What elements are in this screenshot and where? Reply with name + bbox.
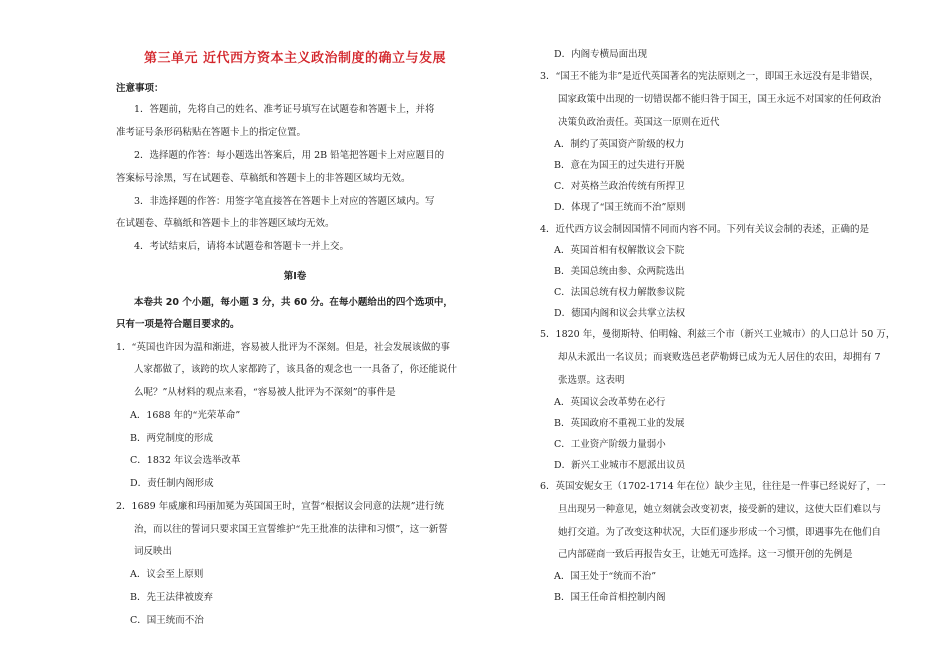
question-1-option-c: C．1832 年议会选举改革 — [130, 455, 241, 466]
question-3-option-d: D．体现了“国王统而不治”原则 — [554, 202, 686, 213]
question-5-line: 却从未派出一名议员；而衰败选邑老萨勒姆已成为无人居住的农田，却拥有 7 — [558, 352, 881, 363]
question-1-line: 么呢？”从材料的观点来看，“容易被人批评为不深刻”的事件是 — [134, 387, 396, 398]
question-3-option-a: A．制约了英国资产阶级的权力 — [554, 139, 685, 150]
question-5-option-a: A．英国议会改革势在必行 — [554, 397, 666, 408]
question-2-option-c: C．国王统而不治 — [130, 615, 204, 626]
question-6-option-b: B．国王任命首相控制内阁 — [554, 592, 666, 603]
question-6-line: 旦出现另一种意见，她立刻就会改变初衷，接受新的建议，这使大臣们难以与 — [558, 504, 882, 515]
note-line: 3．非选择题的作答：用签字笔直接答在答题卡上对应的答题区域内。写 — [134, 196, 435, 207]
question-2-line: 2．1689 年威廉和玛丽加冕为英国国王时，宣誓“根据议会同意的法规”进行统 — [116, 501, 444, 512]
question-6-option-a: A．国王处于“统而不治” — [554, 571, 657, 582]
question-2-line: 治，而以往的誓词只要求国王宣誓维护“先王批准的法律和习惯”，这一新誓 — [134, 524, 448, 535]
question-3-line: 3．“国王不能为非”是近代英国著名的宪法原则之一，即国王永远没有是非错误， — [540, 71, 879, 82]
question-1-option-d: D．责任制内阁形成 — [130, 478, 214, 489]
question-2-line: 词反映出 — [134, 546, 173, 557]
section-intro: 本卷共 20 个小题，每小题 3 分，共 60 分。在每小题给出的四个选项中， — [134, 297, 453, 308]
question-2-option-d: D．内阁专横局面出现 — [554, 49, 648, 60]
note-line: 答案标号涂黑，写在试题卷、草稿纸和答题卡上的非答题区域均无效。 — [116, 173, 411, 184]
question-1-line: 人家都做了，该跨的坎人家都跨了，该具备的观念也一一具备了，你还能说什 — [134, 364, 458, 375]
question-3-option-b: B．意在为国王的过失进行开脱 — [554, 160, 685, 171]
question-3-line: 决策负政治责任。英国这一原则在近代 — [558, 117, 720, 128]
question-5-option-b: B．英国政府不重视工业的发展 — [554, 418, 685, 429]
question-5-line: 5．1820 年，曼彻斯特、伯明翰、利兹三个市（新兴工业城市）的人口总计 50 万， — [540, 329, 896, 340]
question-2-option-b: B．先王法律被废弃 — [130, 592, 213, 603]
question-6-line: 她打交道。为了改变这种状况，大臣们逐步形成一个习惯，即遇事先在他们自 — [558, 527, 882, 538]
note-line: 1．答题前，先将自己的姓名、准考证号填写在试题卷和答题卡上，并将 — [134, 104, 435, 115]
question-4-option-b: B．美国总统由参、众两院选出 — [554, 266, 685, 277]
question-1-option-a: A．1688 年的“光荣革命” — [130, 410, 241, 421]
question-6-line: 己内部磋商一致后再报告女王，让她无可选择。这一习惯开创的先例是 — [558, 549, 853, 560]
note-line: 准考证号条形码粘贴在答题卡上的指定位置。 — [116, 127, 307, 138]
question-3-line: 国家政策中出现的一切错误都不能归咎于国王，国王永远不对国家的任何政治 — [558, 94, 882, 105]
page-title: 第三单元 近代西方资本主义政治制度的确立与发展 — [143, 51, 447, 66]
section-heading: 第Ⅰ卷 — [283, 271, 307, 282]
question-6-line: 6．英国安妮女王（1702-1714 年在位）缺少主见，往往是一件事已经说好了，一 — [540, 481, 886, 492]
note-line: 在试题卷、草稿纸和答题卡上的非答题区域均无效。 — [116, 218, 335, 229]
question-4-line: 4．近代西方议会制因国情不同而内容不同。下列有关议会制的表述，正确的是 — [540, 224, 870, 235]
note-line: 2．选择题的作答：每小题选出答案后，用 2B 铅笔把答题卡上对应题目的 — [134, 150, 445, 161]
question-5-line: 张选票。这表明 — [558, 375, 625, 386]
notes-heading: 注意事项： — [116, 83, 164, 94]
question-4-option-c: C．法国总统有权力解散参议院 — [554, 287, 685, 298]
question-5-option-c: C．工业资产阶级力量弱小 — [554, 439, 666, 450]
question-2-option-a: A．议会至上原则 — [130, 569, 204, 580]
question-3-option-c: C．对英格兰政治传统有所捍卫 — [554, 181, 685, 192]
note-line: 4．考试结束后，请将本试题卷和答题卡一并上交。 — [134, 241, 350, 252]
question-5-option-d: D．新兴工业城市不愿派出议员 — [554, 460, 686, 471]
question-1-option-b: B．两党制度的形成 — [130, 433, 213, 444]
section-intro: 只有一项是符合题目要求的。 — [116, 319, 240, 330]
question-1-line: 1．“英国也许因为温和渐进，容易被人批评为不深刻。但是，社会发展该做的事 — [116, 342, 450, 353]
question-4-option-a: A．英国首相有权解散议会下院 — [554, 245, 685, 256]
question-4-option-d: D．德国内阁和议会共掌立法权 — [554, 308, 686, 319]
